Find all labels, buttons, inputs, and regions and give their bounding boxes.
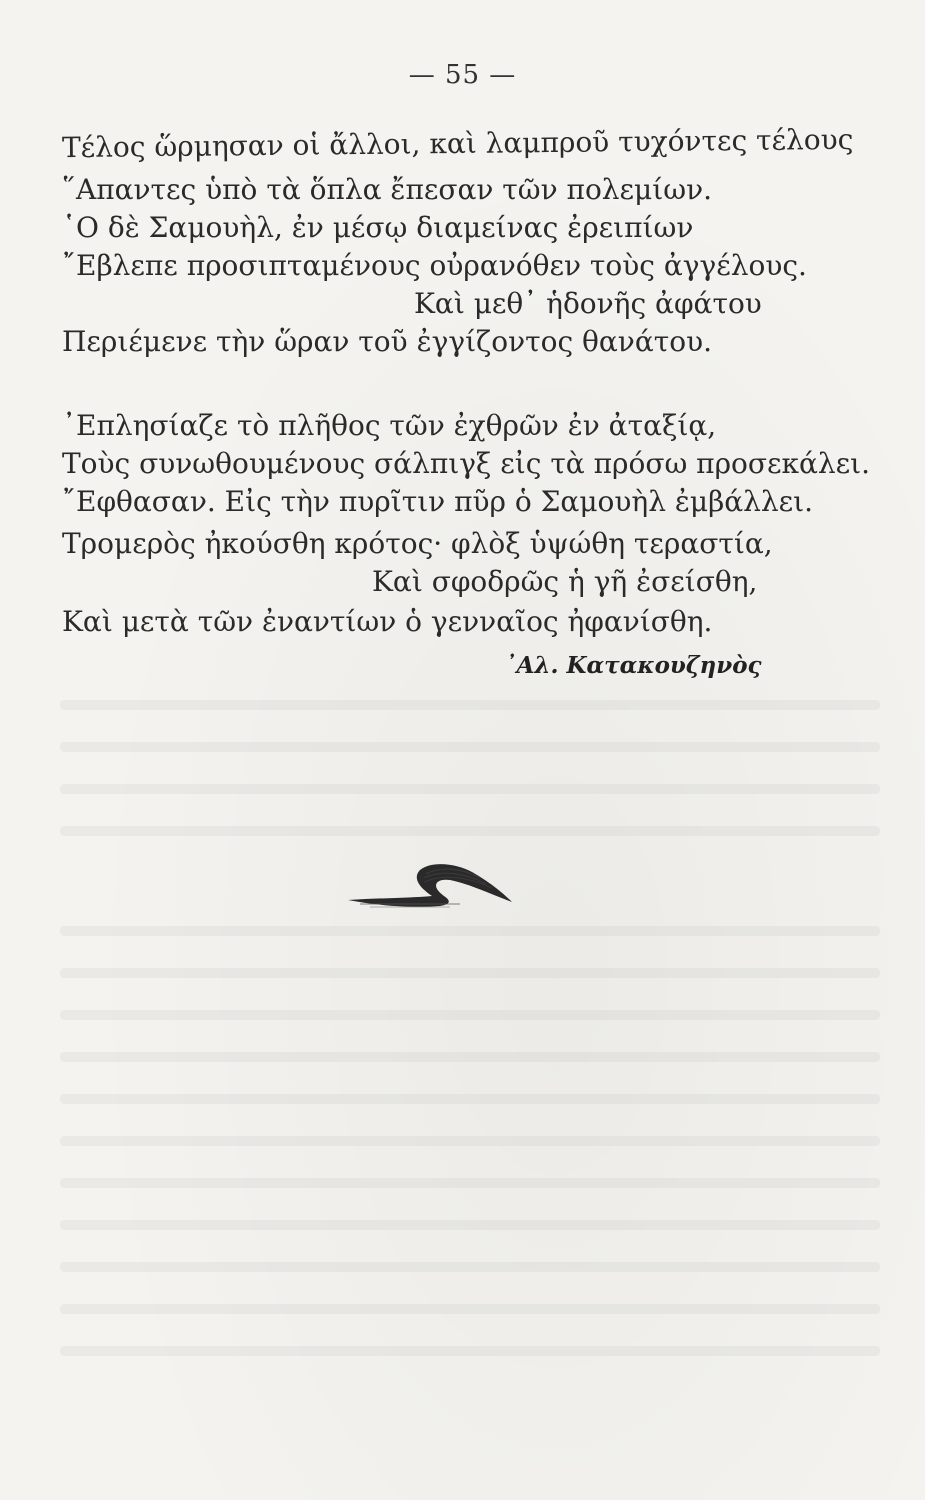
show-through-line <box>60 1010 880 1020</box>
show-through-line <box>60 784 880 794</box>
poem-line: Τέλος ὥρμησαν οἱ ἄλλοι, καὶ λαμπροῦ τυχόντες τέλους <box>61 122 854 165</box>
poem-line: Περιέμενε τὴν ὥραν τοῦ ἐγγίζοντος θανάτου. <box>62 325 713 358</box>
poem-line: ῎Εφθασαν. Εἰς τὴν πυρῖτιν πῦρ ὁ Σαμουὴλ ἐμβάλλει. <box>62 485 814 518</box>
show-through-line <box>60 1052 880 1062</box>
poem-line: ῞Απαντες ὑπὸ τὰ ὅπλα ἔπεσαν τῶν πολεμίων. <box>62 173 712 206</box>
poem-line: ῾Ο δὲ Σαμουὴλ, ἐν μέσῳ διαμείνας ἐρειπίων <box>62 211 694 244</box>
swan-flourish-ornament-icon <box>340 858 520 913</box>
show-through-line <box>60 1094 880 1104</box>
poem-line: ᾽Επλησίαζε τὸ πλῆθος τῶν ἐχθρῶν ἐν ἀταξίᾳ, <box>62 409 717 442</box>
poem-line: ῎Εβλεπε προσιπταμένους οὐρανόθεν τοὺς ἀγγέλους. <box>62 249 807 282</box>
poem-line: Τοὺς συνωθουμένους σάλπιγξ εἰς τὰ πρόσω προσεκάλει. <box>62 447 871 480</box>
poem-line-indented: Καὶ μεθ᾽ ἡδονῆς ἀφάτου <box>414 287 762 320</box>
poem-line: Τρομερὸς ἠκούσθη κρότος· φλὸξ ὑψώθη τεραστία, <box>62 527 773 560</box>
author-signature: ᾽Αλ. Κατακουζηνὸς <box>505 652 762 679</box>
show-through-line <box>60 968 880 978</box>
show-through-line <box>60 1220 880 1230</box>
show-through-line <box>60 826 880 836</box>
page-number: — 55 — <box>408 60 517 90</box>
show-through-line <box>60 1136 880 1146</box>
show-through-line <box>60 1346 880 1356</box>
show-through-line <box>60 1178 880 1188</box>
show-through-line <box>60 1262 880 1272</box>
show-through-line <box>60 1304 880 1314</box>
show-through-line <box>60 700 880 710</box>
show-through-line <box>60 742 880 752</box>
poem-line: Καὶ μετὰ τῶν ἐναντίων ὁ γενναῖος ἠφανίσθη. <box>62 605 713 638</box>
poem-line-indented: Καὶ σφοδρῶς ἡ γῆ ἐσείσθη, <box>372 565 758 598</box>
show-through-line <box>60 926 880 936</box>
